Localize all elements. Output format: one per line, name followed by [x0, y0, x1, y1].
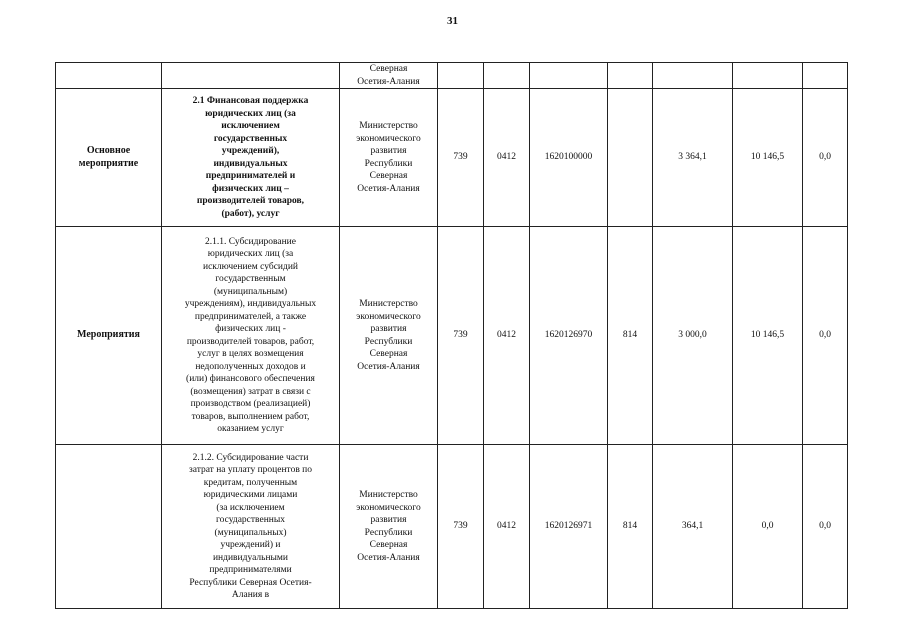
csr-cell: 1620126970 [530, 227, 608, 445]
grbs-cell: 739 [438, 89, 484, 227]
rzpr-cell: 0412 [484, 89, 530, 227]
table-row [56, 89, 848, 227]
rzpr-cell [484, 63, 530, 89]
year2-cell: 0,0 [733, 445, 803, 609]
rzpr-cell: 0412 [484, 227, 530, 445]
executor-cell: Северная Осетия-Алания [340, 63, 438, 89]
description-cell: 2.1 Финансовая поддержка юридических лиц (за исключением государственных учреждений), индивидуальных предпринимателей и физических лиц – производителей товаров, (работ), услуг [162, 89, 340, 227]
year3-cell: 0,0 [803, 227, 848, 445]
executor-cell: Министерство экономического развития Республики Северная Осетия-Алания [340, 89, 438, 227]
executor-cell: Министерство экономического развития Республики Северная Осетия-Алания [340, 227, 438, 445]
year1-cell: 364,1 [653, 445, 733, 609]
grbs-cell [438, 63, 484, 89]
row-type-cell: Мероприятия [56, 227, 162, 445]
csr-cell: 1620100000 [530, 89, 608, 227]
year1-cell [653, 63, 733, 89]
vr-cell: 814 [608, 227, 653, 445]
year1-cell: 3 364,1 [653, 89, 733, 227]
executor-cell: Министерство экономического развития Республики Северная Осетия-Алания [340, 445, 438, 609]
rzpr-cell: 0412 [484, 445, 530, 609]
table-row [56, 63, 848, 89]
table-row [56, 227, 848, 445]
year3-cell [803, 63, 848, 89]
year2-cell [733, 63, 803, 89]
vr-cell [608, 63, 653, 89]
row-type-cell [56, 445, 162, 609]
vr-cell [608, 89, 653, 227]
description-cell [162, 63, 340, 89]
year1-cell: 3 000,0 [653, 227, 733, 445]
vr-cell: 814 [608, 445, 653, 609]
page-number: 31 [447, 15, 458, 27]
row-type-cell: Основное мероприятие [56, 89, 162, 227]
year2-cell: 10 146,5 [733, 89, 803, 227]
year3-cell: 0,0 [803, 89, 848, 227]
year3-cell: 0,0 [803, 445, 848, 609]
grbs-cell: 739 [438, 445, 484, 609]
description-cell: 2.1.1. Субсидирование юридических лиц (за исключением субсидий государственным (муниципальным) учреждениям), индивидуальных предпринимателей, а также физических лиц - производителей товаров, работ, услуг в целях возмещения недополученных доходов и (или) финансового обеспечения (возмещения) затрат в связи с производством (реализацией) товаров, выполнением работ, оказанием услуг [162, 227, 340, 445]
row-type-cell [56, 63, 162, 89]
budget-table [55, 62, 848, 609]
description-cell: 2.1.2. Субсидирование части затрат на уплату процентов по кредитам, полученным юридическими лицами (за исключением государственных (муниципальных) учреждений) и индивидуальными предпринимателями Республики Северная Осетия- Алания в [162, 445, 340, 609]
table-row [56, 445, 848, 609]
year2-cell: 10 146,5 [733, 227, 803, 445]
csr-cell [530, 63, 608, 89]
csr-cell: 1620126971 [530, 445, 608, 609]
grbs-cell: 739 [438, 227, 484, 445]
